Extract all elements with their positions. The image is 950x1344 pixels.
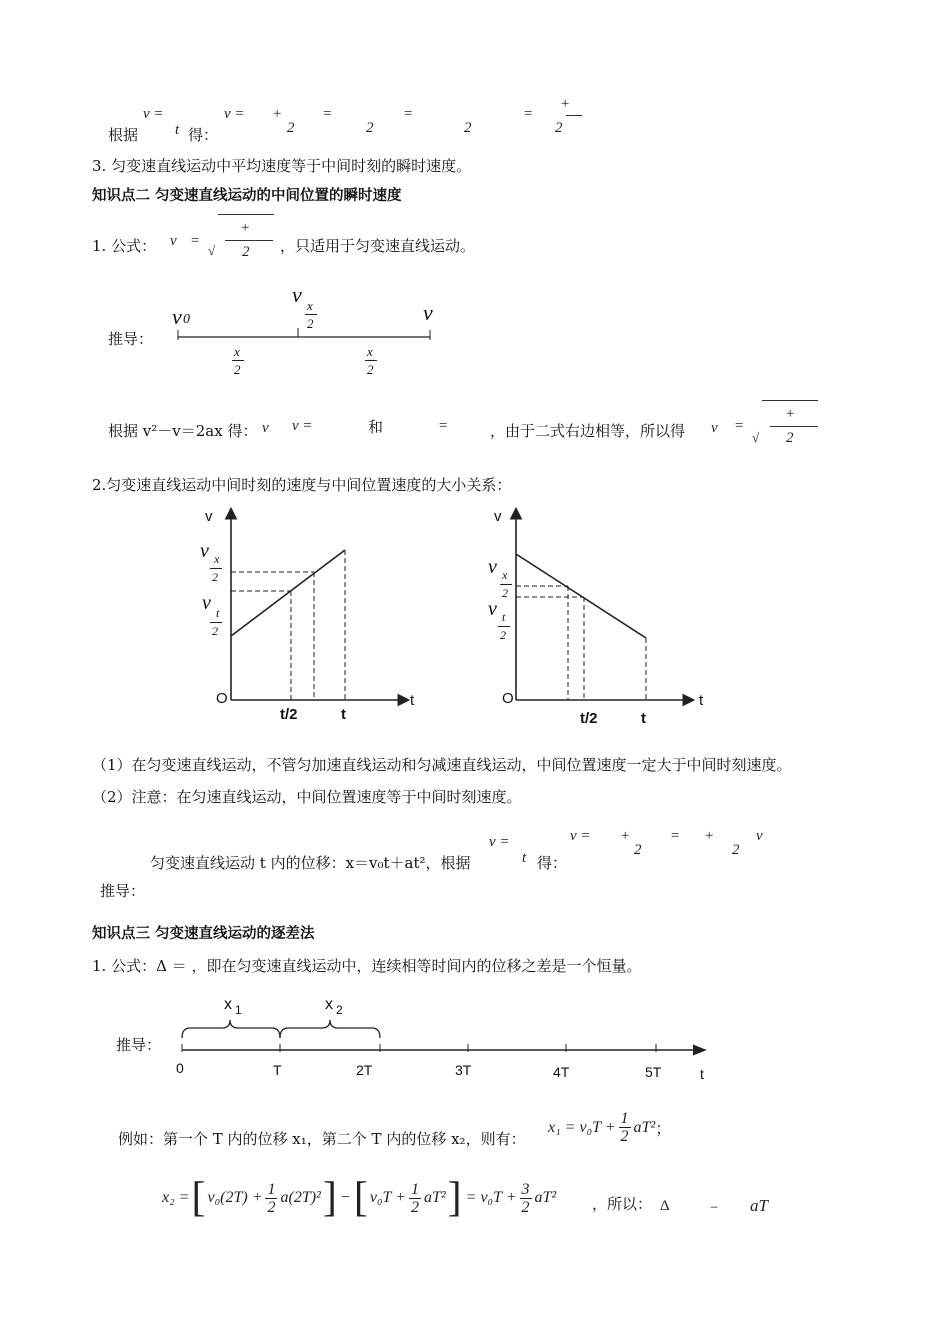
formula-fragment: v = [143,106,164,122]
label-vmid: v [292,282,302,307]
eq2-dash: − [710,1200,719,1216]
fraction-bar [500,584,512,585]
point-2-text: 2.匀变速直线运动中间时刻的速度与中间位置速度的大小关系： [92,476,512,494]
segment-label-2: 2 [234,362,241,377]
formula-fragment: = [523,106,534,122]
axis-v-label: v [205,508,213,525]
formula-fragment: = [322,106,333,122]
formula-fragment: = [734,418,745,434]
sqrt-bar [218,214,274,215]
tick-t-half: t/2 [580,710,598,727]
text-de: 得： [537,854,568,872]
eq2-aT: aT [750,1196,768,1215]
section-3-title: 知识点三 匀变速直线运动的逐差法 [92,926,315,942]
eq1-tail: aT² [633,1118,656,1136]
formula-fragment: v [262,420,269,436]
formula-fragment: = [438,418,449,434]
derive-text-1: 根据 v²－v＝2ax 得： [108,422,258,440]
brace-label-x2: x [325,996,333,1013]
label-v-end: v [423,300,433,325]
formula-fragment: + [620,828,631,844]
formula-fragment: t [175,122,180,138]
eq2-b1-den: 2 [267,1198,276,1216]
label-vt2-t: t [216,606,220,620]
formula-fragment: v = [570,828,591,844]
label-vt2-2: 2 [212,624,218,638]
eq2-suffix: ，所以： [592,1195,653,1213]
fraction-bar [365,360,377,361]
tick-label: T [273,1062,282,1078]
formula-fragment: v [711,420,718,436]
formula-fragment: 2 [732,842,740,858]
segment-label-x: x [367,344,373,359]
axis-v-label: v [494,508,502,525]
eq2-b2-den: 2 [410,1198,419,1216]
graph-accelerating [195,500,435,730]
eq2-tail: aT² [534,1189,557,1206]
example-text: 例如：第一个 T 内的位移 x₁，第二个 T 内的位移 x₂，则有： [118,1130,526,1148]
label-vt2: v [202,592,211,614]
label-vmid-x: x [307,298,313,313]
formula-fragment: = [190,233,201,249]
label-vx2-2: 2 [212,570,218,584]
label-vt2-t: t [502,610,506,624]
formula-fragment: 2 [786,430,794,446]
brace-label-x1-sub: 1 [235,1003,242,1017]
segment-label-2: 2 [367,362,374,377]
eq1-num: 1 [620,1110,629,1127]
eq2-num: 3 [521,1180,530,1198]
label-v0-sub: 0 [183,312,190,327]
sqrt-sign: √ [752,430,760,445]
formula-fragment: 2 [555,120,563,136]
eq2-lhs: x₂ = [162,1189,190,1206]
tick-t: t [641,710,646,727]
eq2-b2: v₀T + [369,1189,406,1206]
bracket-close: ] [447,1175,462,1221]
formula-prefix: 1. 公式： [92,237,157,255]
eq2-b1-num: 1 [267,1180,276,1198]
eq1-end: ； [655,1121,672,1138]
tick-label: 0 [176,1060,184,1076]
tick-label: 2T [356,1062,373,1078]
bracket-open: [ [353,1175,368,1221]
label-vx2-x: x [502,568,508,582]
label-vx2: v [200,540,209,562]
tick-label: 3T [455,1062,472,1078]
text-de: 得： [188,126,219,144]
note-derive: 推导： [100,882,146,900]
section-3-formula: 1. 公式：Δ ＝ ，即在匀变速直线运动中，连续相等时间内的位移之差是一个恒量。 [92,957,642,975]
fraction-bar [210,568,222,569]
formula-fragment: 2 [634,842,642,858]
note-1: （1）在匀变速直线运动，不管匀加速直线运动和匀减速直线运动，中间位置速度一定大于中间时刻速度。 [92,756,792,774]
section-2-title: 知识点二 匀变速直线运动的中间位置的瞬时速度 [92,188,402,204]
label-vt2-2: 2 [500,628,506,642]
formula-fragment: + [785,406,796,422]
derive-label: 推导： [108,330,154,348]
fraction-bar [566,115,582,116]
formula-fragment: v = [224,106,245,122]
brace-x2 [280,1020,380,1038]
brace-label-x1: x [224,996,232,1013]
eq2-minus: − [340,1189,350,1206]
label-vx2-2: 2 [502,586,508,600]
brace-x1 [182,1020,280,1038]
fraction-bar [210,622,222,623]
fraction-bar [498,626,510,627]
velocity-line-rising [231,550,345,636]
formula-fragment: v [170,233,177,249]
eq2-b1: v₀(2T) + [207,1189,263,1206]
point-3-text: 3. 匀变速直线运动中平均速度等于中间时刻的瞬时速度。 [92,157,472,175]
formula-fragment: 2 [366,120,374,136]
label-vx2: v [488,556,497,578]
formula-fragment: 2 [287,120,295,136]
eq2-den: 2 [521,1198,530,1216]
note-2: （2）注意：在匀速直线运动，中间位置速度等于中间时刻速度。 [92,788,522,806]
sqrt-sign: √ [208,243,216,258]
midpoint-line-diagram [160,282,460,382]
tick-label: 4T [553,1064,570,1080]
bracket-open: [ [191,1175,206,1221]
sqrt-bar [762,400,818,401]
axis-t-label: t [699,692,704,709]
equation-x2 [162,1174,556,1222]
label-vt2: v [488,598,497,620]
text-genju: 根据 [108,126,139,144]
eq2-b1-tail: a(2T)² [280,1189,321,1206]
tick-t: t [341,706,346,723]
formula-fragment: + [240,220,251,236]
fraction-bar [232,360,244,361]
label-v0: v [172,304,182,329]
eq2-b2-num: 1 [410,1180,419,1198]
derive-label: 推导： [116,1036,162,1054]
formula-fragment: t [522,850,527,866]
note-3-text: 匀变速直线运动 t 内的位移：x＝v₀t＋at²，根据 [150,854,471,872]
eq1-den: 2 [620,1128,629,1145]
equation-x1 [548,1110,671,1145]
fraction-bar [770,426,818,427]
formula-fragment: = [670,828,681,844]
axis-t-label: t [410,692,415,709]
label-vmid-2: 2 [307,316,314,331]
graph-decelerating [480,500,720,730]
formula-fragment: v [756,828,763,844]
eq1-lhs: x₁ = v₀T + [548,1118,616,1136]
velocity-line-falling [516,554,646,638]
segment-label-x: x [234,344,240,359]
formula-fragment: = [403,106,414,122]
eq2-eq: = v₀T + [465,1189,517,1206]
formula-fragment: 2 [464,120,472,136]
formula-fragment: v = [292,418,313,434]
formula-fragment: 2 [242,244,250,260]
origin-label: O [216,690,228,707]
brace-label-x2-sub: 2 [336,1003,343,1017]
formula-fragment: + [704,828,715,844]
formula-fragment: + [560,96,571,112]
tick-t-half: t/2 [280,706,298,723]
tick-label: 5T [645,1064,662,1080]
eq2-delta: Δ [660,1198,670,1214]
derive-text-2: ，由于二式右边相等，所以得 [490,422,686,440]
formula-suffix: ，只适用于匀变速直线运动。 [280,237,476,255]
eq2-b2-tail: aT² [423,1189,446,1206]
bracket-close: ] [322,1175,337,1221]
origin-label: O [502,690,514,707]
tick-label: t [700,1066,704,1082]
label-vx2-x: x [214,552,220,566]
text-he: 和 [368,418,384,436]
fraction-bar [305,314,317,315]
formula-fragment: + [272,106,283,122]
formula-fragment: v = [489,834,510,850]
fraction-bar [225,240,273,241]
